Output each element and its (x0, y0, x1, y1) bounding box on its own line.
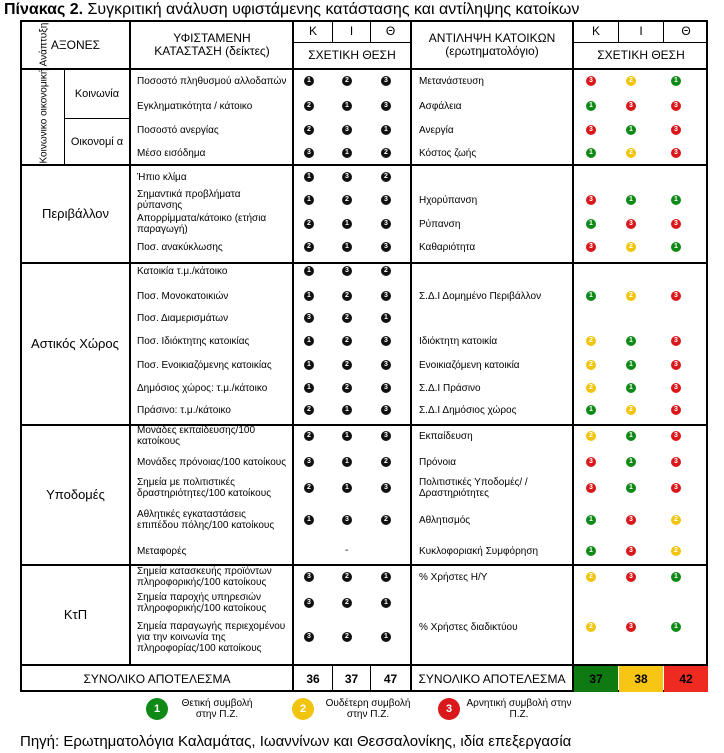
indicator-rank-dot: 1 (304, 336, 314, 346)
perception-header: ΑΝΤΙΛΗΨΗ ΚΑΤΟΙΚΩΝ (ερωτηματολόγιο) (428, 31, 556, 58)
indicator-rank-dot: 3 (381, 219, 391, 229)
perception-rank-dot: 1 (671, 76, 681, 86)
indicator-label: Σημαντικά προβλήματα ρύπανσης (137, 189, 241, 211)
indicator-label: Ποσ. Μονοκατοικιών (137, 290, 229, 302)
indicator-rank-dot: 3 (304, 313, 314, 323)
indicator-label: Κατοικία τ.μ./κάτοικο (137, 265, 228, 277)
perception-rank-dot: 1 (626, 195, 636, 205)
perception-rank-dot: 3 (586, 483, 596, 493)
indicator-label: Σημεία παραγωγής περιεχομένου για την κοινωνία της πληροφορίας/100 κατοίκους (137, 620, 286, 654)
perception-rank-dot: 3 (671, 405, 681, 415)
total-perception-k: 37 (574, 666, 618, 692)
indicator-rank-dot: 3 (381, 336, 391, 346)
perception-label: Ενοικιαζόμενη κατοικία (419, 359, 520, 371)
indicator-rank-dot: 2 (304, 431, 314, 441)
indicator-label: Μονάδες εκπαίδευσης/100 κατοίκους (137, 425, 256, 447)
perception-rank-dot: 3 (671, 101, 681, 111)
indicator-label: Μέσο εισόδημα (137, 147, 206, 159)
perception-rank-dot: 3 (626, 515, 636, 525)
indicator-rank-dot: 2 (381, 172, 391, 182)
perception-rank-dot: 2 (626, 291, 636, 301)
indicator-rank-dot: 2 (342, 598, 352, 608)
perception-rank-dot: 2 (626, 405, 636, 415)
perception-rank-dot: 1 (626, 457, 636, 467)
legend-negative-dot: 3 (438, 698, 460, 720)
perception-rank-dot: 1 (671, 622, 681, 632)
perception-rank-dot: 2 (586, 360, 596, 370)
indicator-label: Ποσ. Ενοικιαζόμενης κατοικίας (137, 359, 272, 371)
indicator-rank-dot: 1 (381, 632, 391, 642)
indicator-rank-dot: 2 (304, 405, 314, 415)
legend-neutral-text: Ουδέτερη συμβολή στην Π.Ζ. (325, 698, 411, 720)
perception-rank-dot: 3 (626, 101, 636, 111)
perception-label: Ιδιόκτητη κατοικία (419, 335, 498, 347)
perception-rank-dot: 2 (586, 622, 596, 632)
indicator-rank-dot: 1 (304, 515, 314, 525)
indicator-rank-dot: 3 (381, 195, 391, 205)
perception-rank-dot: 2 (586, 383, 596, 393)
indicator-label: Ήπιο κλίμα (137, 171, 187, 183)
indicator-rank-dot: 1 (304, 195, 314, 205)
indicator-label: Σημεία με πολιτιστικές δραστηριότητες/100 κατοίκους (137, 477, 272, 499)
perception-rank-dot: 3 (586, 457, 596, 467)
indicator-rank-dot: 2 (304, 483, 314, 493)
perception-rank-dot: 1 (626, 360, 636, 370)
existing-header: ΥΦΙΣΤΑΜΕΝΗ ΚΑΤΑΣΤΑΣΗ (δείκτες) (154, 31, 270, 58)
indicator-rank-dot: 3 (381, 242, 391, 252)
subsection-society: Κοινωνία (74, 88, 120, 100)
perception-label: Σ.Δ.Ι Δημόσιος χώρος (419, 404, 517, 416)
perception-rank-dot: 3 (671, 360, 681, 370)
indicator-rank-dot: 1 (304, 266, 314, 276)
indicator-rank-dot: 3 (342, 125, 352, 135)
perception-rank-dot: 3 (671, 431, 681, 441)
perception-label: Καθαριότητα (419, 241, 476, 253)
section-ict: ΚτΠ (63, 607, 88, 622)
indicator-rank-dot: 1 (304, 360, 314, 370)
indicator-label: Αθλητικές εγκαταστάσεις επιπέδου πόλης/100 κατοίκους (137, 509, 275, 531)
indicator-label: Ποσ. ανακύκλωσης (137, 241, 223, 253)
perception-rank-dot: 1 (671, 572, 681, 582)
perception-rank-dot: 1 (626, 483, 636, 493)
legend-neutral-dot: 2 (292, 698, 314, 720)
perception-rank-dot: 1 (626, 125, 636, 135)
perception-rank-dot: 3 (671, 336, 681, 346)
indicator-rank-dot: 3 (381, 431, 391, 441)
source-note: Πηγή: Ερωτηματολόγια Καλαμάτας, Ιωαννίνων και Θεσσαλονίκης, ιδία επεξεργασία (20, 733, 572, 750)
subsection-economy: Οικονομί α (70, 135, 124, 148)
relative-position-header-left: ΣΧΕΤΙΚΗ ΘΕΣΗ (308, 48, 396, 62)
indicator-rank-dot: 1 (342, 219, 352, 229)
perception-rank-dot: 1 (586, 546, 596, 556)
indicator-rank-dot: 2 (342, 291, 352, 301)
indicator-rank-dot: 1 (304, 76, 314, 86)
indicator-rank-dot: 1 (304, 172, 314, 182)
perception-rank-dot: 1 (586, 291, 596, 301)
perception-rank-dot: 3 (671, 125, 681, 135)
indicator-rank-dot: 2 (381, 515, 391, 525)
indicator-rank-dot: 1 (342, 483, 352, 493)
perception-label: Μετανάστευση (419, 75, 484, 87)
legend-positive-text: Θετική συμβολή στην Π.Ζ. (181, 698, 253, 720)
perception-rank-dot: 3 (671, 148, 681, 158)
indicator-label: Ποσοστό ανεργίας (137, 124, 219, 136)
indicator-rank-dot: 2 (304, 242, 314, 252)
indicator-label: Εγκληματικότητα / κάτοικο (137, 100, 253, 112)
perception-rank-dot: 2 (586, 431, 596, 441)
perception-city-i-header: Ι (639, 24, 643, 38)
indicator-rank-dot: 3 (304, 457, 314, 467)
indicator-rank-dot: 1 (304, 383, 314, 393)
indicator-rank-dot: 2 (304, 125, 314, 135)
perception-rank-dot: 3 (671, 291, 681, 301)
indicator-rank-dot: 3 (381, 405, 391, 415)
indicator-rank-dot: 1 (342, 431, 352, 441)
indicator-rank-dot: 1 (304, 291, 314, 301)
perception-rank-dot: 2 (671, 515, 681, 525)
perception-rank-dot: 1 (626, 383, 636, 393)
perception-rank-dot: 3 (671, 457, 681, 467)
perception-label: Ρύπανση (419, 218, 461, 230)
indicator-label: Σημεία κατασκευής προϊόντων πληροφορικής/100 κατοίκους (137, 566, 272, 588)
indicator-label: Πράσινο: τ.μ./κάτοικο (137, 404, 231, 416)
perception-rank-dot: 1 (586, 515, 596, 525)
indicator-rank-dot: 3 (381, 76, 391, 86)
perception-rank-dot: 1 (626, 431, 636, 441)
total-perception-i: 38 (619, 666, 663, 692)
section-urban-space: Αστικός Χώρος (31, 336, 119, 351)
indicator-rank-dot: 3 (304, 598, 314, 608)
indicator-rank-dot: 3 (381, 483, 391, 493)
indicator-label: Ποσ. Ιδιόκτητης κατοικίας (137, 335, 250, 347)
perception-rank-dot: 2 (626, 148, 636, 158)
indicator-label: Δημόσιος χώρος: τ.μ./κάτοικο (137, 382, 268, 394)
indicator-rank-dot: 2 (342, 360, 352, 370)
perception-label: Εκπαίδευση (419, 430, 473, 442)
perception-rank-dot: 1 (586, 219, 596, 229)
perception-label: Σ.Δ.Ι Δομημένο Περιβάλλον (419, 290, 542, 302)
indicator-rank-dot: 3 (304, 148, 314, 158)
axes-header: ΑΞΟΝΕΣ (50, 37, 101, 52)
perception-rank-dot: 1 (586, 405, 596, 415)
perception-label: Σ.Δ.Ι Πράσινο (419, 382, 481, 394)
total-label-left: ΣΥΝΟΛΙΚΟ ΑΠΟΤΕΛΕΣΜΑ (83, 672, 231, 686)
indicator-rank-dot: 2 (381, 148, 391, 158)
perception-rank-dot: 3 (586, 76, 596, 86)
indicator-rank-dot: 1 (342, 457, 352, 467)
perception-rank-dot: 3 (671, 219, 681, 229)
city-i-header: Ι (349, 24, 354, 38)
indicator-label: Μονάδες πρόνοιας/100 κατοίκους (137, 456, 287, 468)
perception-label: Ηχορύπανση (419, 194, 478, 206)
perception-label: Πρόνοια (419, 456, 457, 468)
indicator-rank-dot: 2 (342, 632, 352, 642)
indicator-rank-dot: 2 (381, 457, 391, 467)
perception-rank-dot: 3 (671, 483, 681, 493)
total-existing-k: 36 (306, 672, 320, 686)
indicator-rank-dot: 2 (342, 383, 352, 393)
perception-label: Αθλητισμός (419, 514, 471, 526)
indicator-rank-dot: 3 (381, 101, 391, 111)
perception-rank-dot: 2 (626, 76, 636, 86)
indicator-rank-dot: 2 (304, 101, 314, 111)
perception-rank-dot: 3 (586, 242, 596, 252)
perception-rank-dot: 2 (586, 572, 596, 582)
table-caption: Πίνακας 2. Συγκριτική ανάλυση υφιστάμενης κατάστασης και αντίληψης κατοίκων (4, 1, 580, 18)
indicator-rank-dot: 1 (381, 598, 391, 608)
perception-rank-dot: 3 (671, 383, 681, 393)
total-label-right: ΣΥΝΟΛΙΚΟ ΑΠΟΤΕΛΕΣΜΑ (418, 672, 566, 686)
indicator-rank-dot: 3 (342, 515, 352, 525)
perception-city-k-header: Κ (591, 24, 600, 38)
total-perception-th: 42 (664, 666, 708, 692)
city-k-header: Κ (308, 24, 317, 38)
section-infrastructure: Υποδομές (46, 487, 105, 502)
indicator-rank-dot: 3 (381, 383, 391, 393)
perception-rank-dot: 2 (671, 546, 681, 556)
indicator-no-value: - (345, 545, 349, 556)
indicator-label: Σημεία παροχής υπηρεσιών πληροφορικής/100 κατοίκους (137, 592, 267, 614)
indicator-rank-dot: 3 (381, 360, 391, 370)
relative-position-header-right: ΣΧΕΤΙΚΗ ΘΕΣΗ (597, 48, 685, 62)
indicator-rank-dot: 2 (342, 195, 352, 205)
legend-negative-text: Αρνητική συμβολή στην Π.Ζ. (466, 698, 572, 720)
indicator-rank-dot: 1 (381, 572, 391, 582)
indicator-rank-dot: 3 (342, 172, 352, 182)
perception-rank-dot: 3 (586, 195, 596, 205)
perception-label: Κυκλοφοριακή Συμφόρηση (419, 545, 539, 557)
perception-label: % Χρήστες διαδικτύου (419, 621, 518, 633)
total-existing-i: 37 (344, 672, 359, 686)
indicator-label: Ποσ. Διαμερισμάτων (137, 312, 229, 324)
perception-label: Κόστος ζωής (419, 147, 477, 159)
indicator-label: Ποσοστό πληθυσμού αλλοδαπών (137, 75, 287, 87)
perception-label: Πολιτιστικές Υποδομές/ /Δραστηριότητες (419, 477, 528, 499)
section-environment: Περιβάλλον (42, 206, 109, 221)
perception-rank-dot: 2 (586, 336, 596, 346)
perception-rank-dot: 1 (671, 195, 681, 205)
indicator-rank-dot: 2 (342, 313, 352, 323)
perception-rank-dot: 1 (626, 336, 636, 346)
perception-label: Ανεργία (419, 124, 454, 136)
perception-rank-dot: 3 (626, 572, 636, 582)
indicator-rank-dot: 1 (342, 148, 352, 158)
legend-positive-dot: 1 (146, 698, 168, 720)
total-existing-th: 47 (383, 672, 398, 686)
indicator-label: Μεταφορές (137, 545, 187, 557)
indicator-rank-dot: 3 (304, 632, 314, 642)
perception-rank-dot: 3 (586, 125, 596, 135)
indicator-rank-dot: 1 (342, 405, 352, 415)
indicator-rank-dot: 2 (342, 76, 352, 86)
perception-city-th-header: Θ (681, 24, 691, 38)
indicator-rank-dot: 2 (381, 266, 391, 276)
perception-rank-dot: 1 (671, 242, 681, 252)
perception-rank-dot: 1 (586, 148, 596, 158)
indicator-rank-dot: 2 (304, 219, 314, 229)
indicator-rank-dot: 1 (342, 242, 352, 252)
perception-rank-dot: 3 (626, 546, 636, 556)
indicator-label: Απορρίμματα/κάτοικο (ετήσια παραγωγή) (137, 213, 267, 235)
city-th-header: Θ (385, 24, 396, 38)
indicator-rank-dot: 2 (342, 336, 352, 346)
perception-label: Ασφάλεια (419, 100, 462, 112)
perception-rank-dot: 3 (626, 219, 636, 229)
indicator-rank-dot: 3 (304, 572, 314, 582)
indicator-rank-dot: 3 (381, 291, 391, 301)
perception-rank-dot: 3 (626, 622, 636, 632)
indicator-rank-dot: 3 (342, 266, 352, 276)
indicator-rank-dot: 1 (381, 125, 391, 135)
indicator-rank-dot: 1 (381, 313, 391, 323)
perception-label: % Χρήστες Η/Υ (419, 571, 488, 583)
indicator-rank-dot: 1 (342, 101, 352, 111)
perception-rank-dot: 1 (586, 101, 596, 111)
indicator-rank-dot: 2 (342, 572, 352, 582)
section-socioeconomic: Κοινωνικο οικονομική Ανάπτυξη (38, 22, 50, 164)
perception-rank-dot: 2 (626, 242, 636, 252)
